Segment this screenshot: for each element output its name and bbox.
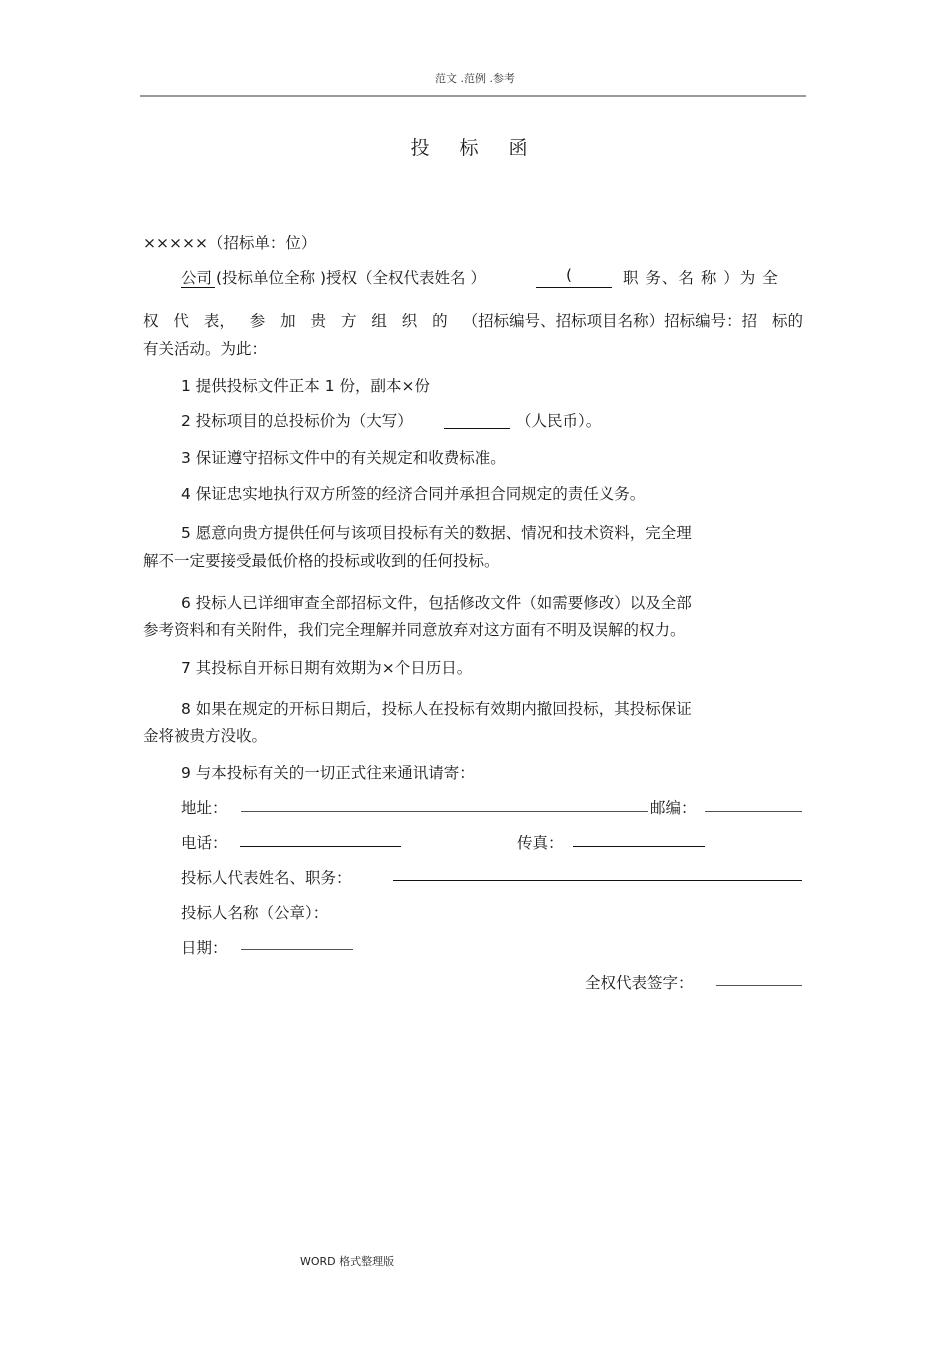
header-divider — [140, 95, 806, 97]
item-2-before: 2 投标项目的总投标价为（大写） — [181, 412, 413, 430]
para1-word: 表， — [203, 312, 235, 330]
phone-field[interactable] — [240, 846, 401, 847]
item-9: 9 与本投标有关的一切正式往来通讯请寄： — [181, 764, 475, 782]
document-title: 投 标 函 — [410, 137, 540, 159]
item-5-line1: 5 愿意向贵方提供任何与该项目投标有关的数据、情况和技术资料，完全理 — [181, 524, 692, 542]
para1-word: （招标编号、招标项目名称）招标编号：招 — [462, 312, 758, 330]
date-field[interactable] — [241, 949, 353, 950]
postcode-field[interactable] — [705, 811, 802, 812]
para1-word: 加 — [280, 312, 296, 330]
bidder-name-label: 投标人名称（公章）： — [181, 904, 329, 922]
para1-line2 — [143, 309, 803, 331]
item-4: 4 保证忠实地执行双方所签的经济合同并承担合同规定的责任义务。 — [181, 485, 646, 503]
item-3: 3 保证遵守招标文件中的有关规定和收费标准。 — [181, 449, 506, 467]
item-2-after: （人民币）。 — [516, 412, 602, 430]
address-label: 地址： — [181, 799, 228, 817]
para1-word: 组 — [371, 312, 387, 330]
para1-word: 标的 — [771, 312, 803, 330]
para1-word: 的 — [432, 312, 448, 330]
para1-company — [181, 266, 212, 288]
para1-blank — [536, 287, 612, 288]
para1-word: 方 — [340, 312, 357, 330]
para1-word: 参 — [249, 312, 266, 330]
phone-label: 电话： — [181, 834, 228, 852]
company-word: 公司 — [181, 269, 213, 287]
item-7: 7 其投标自开标日期有效期为×个日历日。 — [181, 659, 473, 677]
para1-part-a: (投标单位全称 )授权（全权代表姓名 ） — [216, 269, 486, 287]
company-underline — [181, 287, 215, 288]
page-header-text: 范文 .范例 .参考 — [435, 72, 515, 85]
signature-field[interactable] — [716, 985, 802, 986]
para1-paren: ( — [566, 266, 573, 284]
total-price-blank — [444, 428, 510, 429]
item-8-line2: 金将被贵方没收。 — [143, 727, 268, 745]
date-label: 日期： — [181, 939, 228, 957]
fax-label: 传真： — [517, 834, 564, 852]
para1-line3: 有关活动。为此： — [143, 340, 268, 358]
item-6-line2: 参考资料和有关附件，我们完全理解并同意放弃对这方面有不明及误解的权力。 — [143, 621, 686, 639]
item-6-line1: 6 投标人已详细审查全部招标文件，包括修改文件（如需要修改）以及全部 — [181, 594, 692, 612]
para1-word: 织 — [401, 312, 418, 330]
item-5-line2: 解不一定要接受最低价格的投标或收到的任何投标。 — [143, 552, 500, 570]
fax-field[interactable] — [573, 846, 705, 847]
para1-part-b: 职 务、名 称 ）为 全 — [623, 269, 779, 287]
item-8-line1: 8 如果在规定的开标日期后，投标人在投标有效期内撤回投标，其投标保证 — [181, 700, 692, 718]
salutation: ×××××（招标单：位） — [143, 234, 317, 252]
page-footer-text: WORD 格式整理版 — [300, 1255, 395, 1268]
postcode-label: 邮编： — [650, 799, 697, 817]
signature-label: 全权代表签字： — [585, 974, 694, 992]
para1-word: 贵 — [310, 312, 327, 330]
item-1: 1 提供投标文件正本 1 份，副本×份 — [181, 377, 430, 395]
representative-label: 投标人代表姓名、职务： — [181, 869, 352, 887]
para1-word: 权 — [143, 312, 159, 330]
address-field[interactable] — [241, 811, 648, 812]
para1-word: 代 — [173, 312, 189, 330]
representative-field[interactable] — [393, 880, 802, 881]
